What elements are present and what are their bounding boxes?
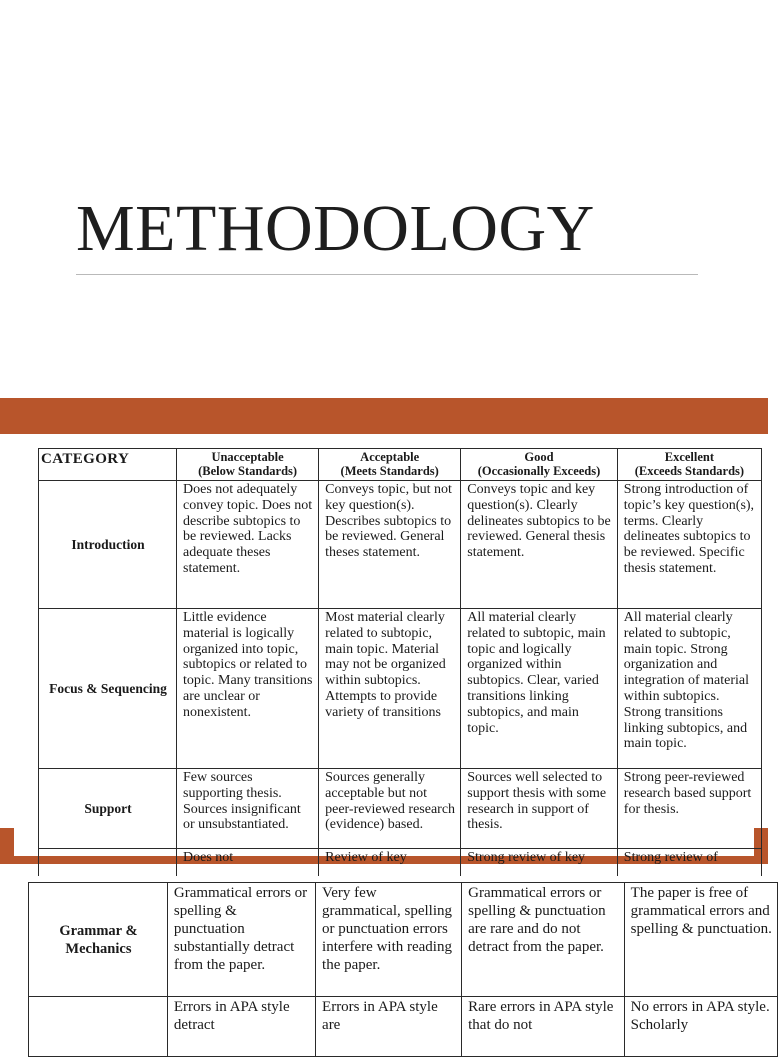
row-category-introduction: Introduction	[39, 481, 177, 609]
table-cell: Most material clearly related to subtopic, main topic. Material may not be organized within subtopics. Attempts to provide variety of transitions	[319, 609, 461, 769]
table-cell: Little evidence material is logically organized into topic, subtopics or related to topic. Many transitions are unclear or nonexistent.	[177, 609, 319, 769]
table-cell: Grammatical errors or spelling & punctuation substantially detract from the paper.	[167, 883, 315, 997]
header-excellent: Excellent (Exceeds Standards)	[617, 449, 761, 481]
row-category-support: Support	[39, 769, 177, 849]
table-row	[39, 609, 762, 769]
header-unacceptable: Unacceptable (Below Standards)	[177, 449, 319, 481]
table-row	[39, 481, 762, 609]
table-cell: Does not adequately convey topic. Does not describe subtopics to be reviewed. Lacks adequate theses statement.	[177, 481, 319, 609]
table-cell: Few sources supporting thesis. Sources insignificant or unsubstantiated.	[177, 769, 319, 849]
table-cell: Errors in APA style are	[316, 997, 462, 1057]
table-cell: Very few grammatical, spelling or punctuation errors interfere with reading the paper.	[316, 883, 462, 997]
rubric-table-image-top	[14, 448, 755, 865]
table-cell: Strong review of key	[461, 849, 618, 879]
table-cell: All material clearly related to subtopic, main topic. Strong organization and integration of material within subtopics. Strong transitions linking subtopics, and main topic.	[617, 609, 761, 769]
table-cell: Rare errors in APA style that do not	[462, 997, 625, 1057]
accent-band-top	[0, 398, 768, 434]
table-cell: Does not	[177, 849, 319, 879]
row-category-focus-sequencing: Focus & Sequencing	[39, 609, 177, 769]
title-underline	[76, 274, 698, 275]
table-cell: All material clearly related to subtopic, main topic and logically organized within subtopics. Clear, varied transitions linking subtopics, and main topic.	[461, 609, 618, 769]
row-category-grammar-mechanics: Grammar & Mechanics	[29, 883, 168, 997]
table-row	[39, 849, 762, 879]
table-cell: The paper is free of grammatical errors and spelling & punctuation.	[624, 883, 777, 997]
table-cell: No errors in APA style. Scholarly	[624, 997, 777, 1057]
slide-title: METHODOLOGY	[76, 192, 595, 265]
table-cell: Conveys topic and key question(s). Clearly delineates subtopics to be reviewed. General thesis statement.	[461, 481, 618, 609]
table-row	[39, 769, 762, 849]
row-category-cut	[39, 849, 177, 879]
table-cell: Strong review of	[617, 849, 761, 879]
table-row	[29, 883, 778, 997]
rubric-table-bottom	[28, 882, 778, 1057]
table-cell: Strong peer-reviewed research based support for thesis.	[617, 769, 761, 849]
rubric-table-top	[38, 448, 762, 879]
table-cell: Review of key	[319, 849, 461, 879]
row-category-apa	[29, 997, 168, 1057]
table-cell: Sources well selected to support thesis with some research in support of thesis.	[461, 769, 618, 849]
header-good: Good (Occasionally Exceeds)	[461, 449, 618, 481]
rubric-header-row	[39, 449, 762, 481]
table-cell: Sources generally acceptable but not peer-reviewed research (evidence) based.	[319, 769, 461, 849]
header-category: CATEGORY	[39, 449, 177, 481]
table-cell: Errors in APA style detract	[167, 997, 315, 1057]
rubric-table-image-bottom	[14, 876, 772, 1033]
table-cell: Conveys topic, but not key question(s). Describes subtopics to be reviewed. General theses statement.	[319, 481, 461, 609]
table-cell: Strong introduction of topic’s key question(s), terms. Clearly delineates subtopics to be reviewed. Specific thesis statement.	[617, 481, 761, 609]
table-cell: Grammatical errors or spelling & punctuation are rare and do not detract from the paper.	[462, 883, 625, 997]
header-acceptable: Acceptable (Meets Standards)	[319, 449, 461, 481]
table-row	[29, 997, 778, 1057]
